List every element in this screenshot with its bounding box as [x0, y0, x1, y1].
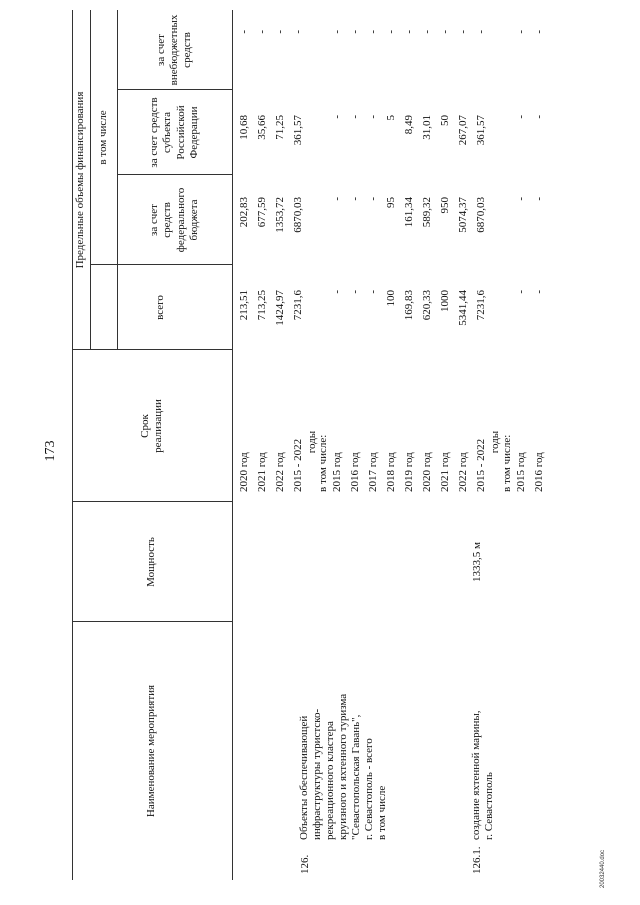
row-period: 2015 - 2022 [475, 438, 487, 492]
row-subject: 35,66 [256, 115, 268, 140]
row-total: - [331, 290, 343, 294]
row-total: 713,25 [256, 290, 268, 321]
row-subject: 10,68 [238, 115, 250, 140]
row-period: в том числе: [501, 434, 513, 492]
row-extra: - [256, 30, 268, 34]
row-federal: 202,83 [238, 197, 250, 228]
item-126-line-2: инфраструктуры туристско- [311, 708, 323, 840]
row-subject: - [331, 115, 343, 119]
row-period: 2015 - 2022 [292, 438, 304, 492]
item-126-line-4: круизного и яхтенного туризма [337, 693, 349, 840]
document-id: 20032440.doc [600, 849, 606, 888]
row-period: 2018 год [385, 452, 397, 492]
row-federal: - [533, 197, 545, 201]
row-total: 7231,6 [292, 290, 304, 321]
row-extra: - [292, 30, 304, 34]
row-federal: 6870,03 [475, 197, 487, 233]
row-period: 2015 год [515, 452, 527, 492]
row-period-suffix: годы [489, 430, 501, 454]
row-federal: - [515, 197, 527, 201]
item-126-line-5: "Севастопольская Гавань", [350, 714, 362, 840]
item-126-line-3: рекреационного кластера [324, 721, 336, 840]
item-1261-number: 126.1. [471, 846, 483, 874]
row-period: 2020 год [238, 452, 250, 492]
item-1261-name [470, 622, 496, 840]
header-limits: Предельные объемы финансирования [74, 91, 87, 269]
row-total: 100 [385, 290, 397, 307]
row-total: - [515, 290, 527, 294]
row-federal: - [331, 197, 343, 201]
row-federal: 677,59 [256, 197, 268, 228]
row-extra: - [533, 30, 545, 34]
header-extra: за счет внебюджетных средств [154, 14, 194, 86]
row-subject: 8,49 [403, 115, 415, 135]
row-extra: - [274, 30, 286, 34]
row-period: 2019 год [403, 452, 415, 492]
header-name: Наименование мероприятия [145, 684, 158, 818]
row-total: 1424,97 [274, 290, 286, 326]
row-federal: 6870,03 [292, 197, 304, 233]
row-total: 213,51 [238, 290, 250, 321]
row-subject: - [533, 115, 545, 119]
item-1261-capacity: 1333,5 м [471, 542, 483, 582]
item-1261-line-1: создание яхтенной марины, [470, 710, 482, 840]
row-federal: - [367, 197, 379, 201]
row-period: 2020 год [421, 452, 433, 492]
header-subject: за счет средств субъекта Российской Федерации [148, 97, 200, 168]
item-126-line-6: г. Севастополь - всего [363, 738, 375, 840]
row-subject: 71,25 [274, 115, 286, 140]
item-126-line-1: Объекты обеспечивающей [298, 715, 310, 840]
row-total: 7231,6 [475, 290, 487, 321]
header-total: всего [154, 295, 167, 320]
row-extra: - [349, 30, 361, 34]
row-period-suffix: годы [306, 430, 318, 454]
row-period: 2016 год [533, 452, 545, 492]
row-period: 2022 год [274, 452, 286, 492]
row-subject: - [349, 115, 361, 119]
row-period: 2022 год [457, 452, 469, 492]
item-126-number: 126. [299, 854, 311, 874]
row-extra: - [331, 30, 343, 34]
row-federal: 161,34 [403, 197, 415, 228]
row-extra: - [421, 30, 433, 34]
row-subject: - [515, 115, 527, 119]
row-total: - [349, 290, 361, 294]
row-extra: - [238, 30, 250, 34]
row-total: 1000 [439, 290, 451, 312]
row-subject: 31,01 [421, 115, 433, 140]
row-extra: - [367, 30, 379, 34]
row-subject: 361,57 [292, 115, 304, 146]
row-period: 2021 год [439, 452, 451, 492]
row-period: 2017 год [367, 452, 379, 492]
row-subject: 50 [439, 115, 451, 126]
row-subject: 5 [385, 115, 397, 121]
row-subject: 361,57 [475, 115, 487, 146]
row-extra: - [515, 30, 527, 34]
header-period: Срок реализации [138, 399, 164, 453]
row-period: 2015 год [331, 452, 343, 492]
header-capacity: Мощность [145, 537, 158, 587]
row-extra: - [385, 30, 397, 34]
header-including: в том числе [96, 110, 109, 165]
row-total: 5341,44 [457, 290, 469, 326]
row-subject: - [367, 115, 379, 119]
row-federal: 1353,72 [274, 197, 286, 233]
row-federal: - [349, 197, 361, 201]
row-extra: - [475, 30, 487, 34]
row-extra: - [457, 30, 469, 34]
row-total: - [367, 290, 379, 294]
item-126-line-7: в том числе [376, 785, 388, 840]
row-extra: - [439, 30, 451, 34]
row-subject: 267,07 [457, 115, 469, 146]
item-126-name [298, 622, 389, 840]
row-federal: 5074,37 [457, 197, 469, 233]
rotated-table [72, 10, 584, 880]
row-total: 620,33 [421, 290, 433, 321]
row-federal: 589,32 [421, 197, 433, 228]
row-period: в том числе: [317, 434, 329, 492]
page-number: 173 [43, 440, 58, 462]
row-total: - [533, 290, 545, 294]
row-period: 2021 год [256, 452, 268, 492]
row-federal: 95 [385, 197, 397, 208]
row-federal: 950 [439, 197, 451, 214]
item-1261-line-2: г. Севастополь [483, 772, 495, 840]
header-bottom-border [232, 10, 233, 880]
header-federal: за счет средств федерального бюджета [148, 187, 200, 253]
row-extra: - [403, 30, 415, 34]
row-period: 2016 год [349, 452, 361, 492]
row-total: 169,83 [403, 290, 415, 321]
